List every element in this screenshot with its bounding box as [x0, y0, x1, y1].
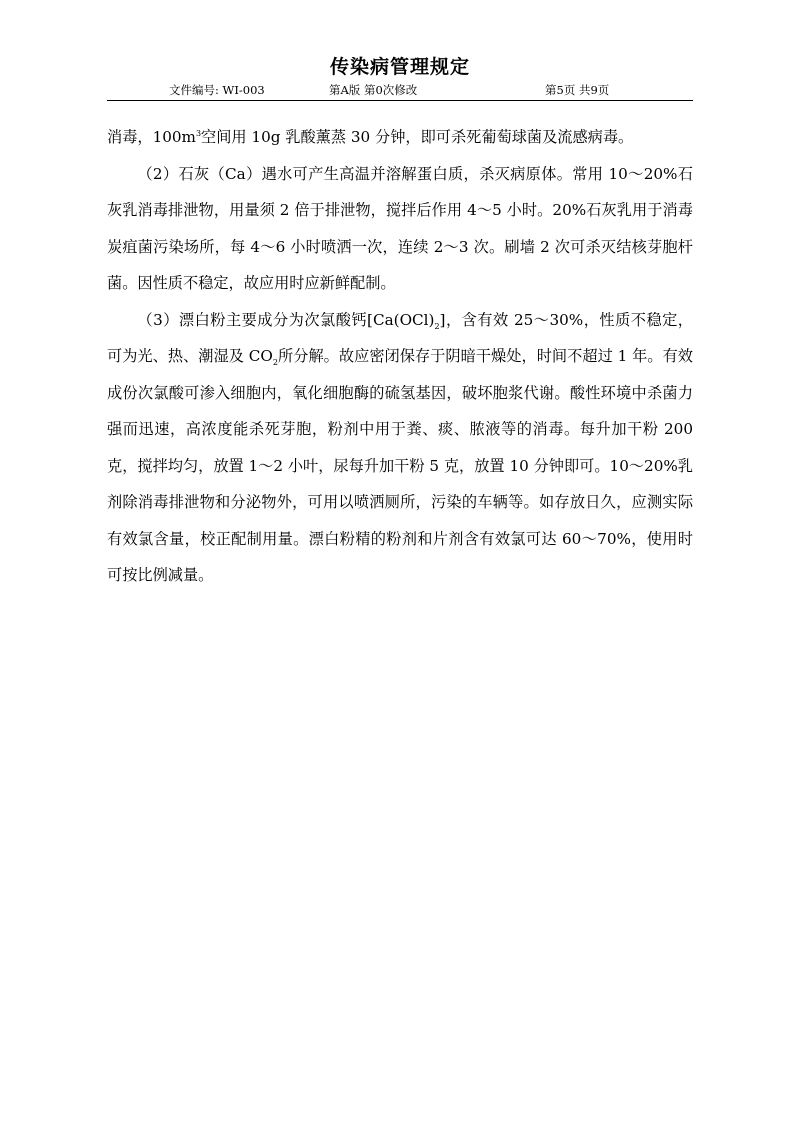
paragraph-0-text-b: 空间用 10g 乳酸薰蒸 30 分钟，即可杀死葡萄球菌及流感病毒。	[201, 128, 634, 146]
paragraph-bleaching-powder	[107, 302, 693, 594]
page-indicator: 第5页 共9页	[545, 83, 610, 97]
document-version: 第A版 第0次修改	[329, 83, 418, 97]
paragraph-2-text-a: （3）漂白粉主要成分为次氯酸钙[Ca(OCl)	[137, 310, 435, 329]
paragraph-continuation	[107, 119, 693, 156]
cubic-superscript: 3	[195, 128, 202, 138]
document-title: 传染病管理规定	[329, 56, 470, 78]
document-body	[107, 119, 693, 594]
paragraph-2-text-c: 所分解。故应密闭保存于阴暗干燥处，时间不超过 1 年。有效成份次氯酸可渗入细胞内，氧化细胞酶的硫氢基因，破坏胞浆代谢。酸性环境中杀菌力强而迅速，高浓度能杀死芽胞，粉剂中用于粪、痰、脓液等的消毒。每升加干粉 200 克，搅拌均匀，放置 1～2 小叶，尿每升加干粉 5 克，放置 10 分钟即可。10～20%乳剂除消毒排泄物和分泌物外，可用以喷洒厕所，污染的车辆等。如存放日久，应测实际有效氯含量，校正配制用量。漂白粉精的粉剂和片剂含有效氯可达 60～70%，使用时可按比例减量。	[107, 347, 693, 584]
co2-subscript: 2	[272, 358, 278, 368]
formula-subscript: 2	[434, 321, 440, 331]
paragraph-0-text-a: 消毒，100m	[107, 128, 196, 146]
paragraph-lime: （2）石灰（Ca）遇水可产生高温并溶解蛋白质，杀灭病原体。常用 10～20%石灰乳消毒排泄物，用量须 2 倍于排泄物，搅拌后作用 4～5 小时。20%石灰乳用于消毒炭疽菌污染场所，每 4～6 小时喷洒一次，连续 2～3 次。刷墙 2 次可杀灭结核芽胞杆菌。因性质不稳定，故应用时应新鲜配制。	[107, 164, 693, 292]
paragraph-2-text-b: ]，含有效 25～30%，性质不稳定，可为光、热、潮湿及 CO	[107, 310, 693, 365]
header-divider	[107, 100, 693, 101]
page-header	[107, 54, 693, 101]
header-meta-row	[107, 80, 693, 100]
document-number: 文件编号: WI-003	[169, 83, 265, 97]
